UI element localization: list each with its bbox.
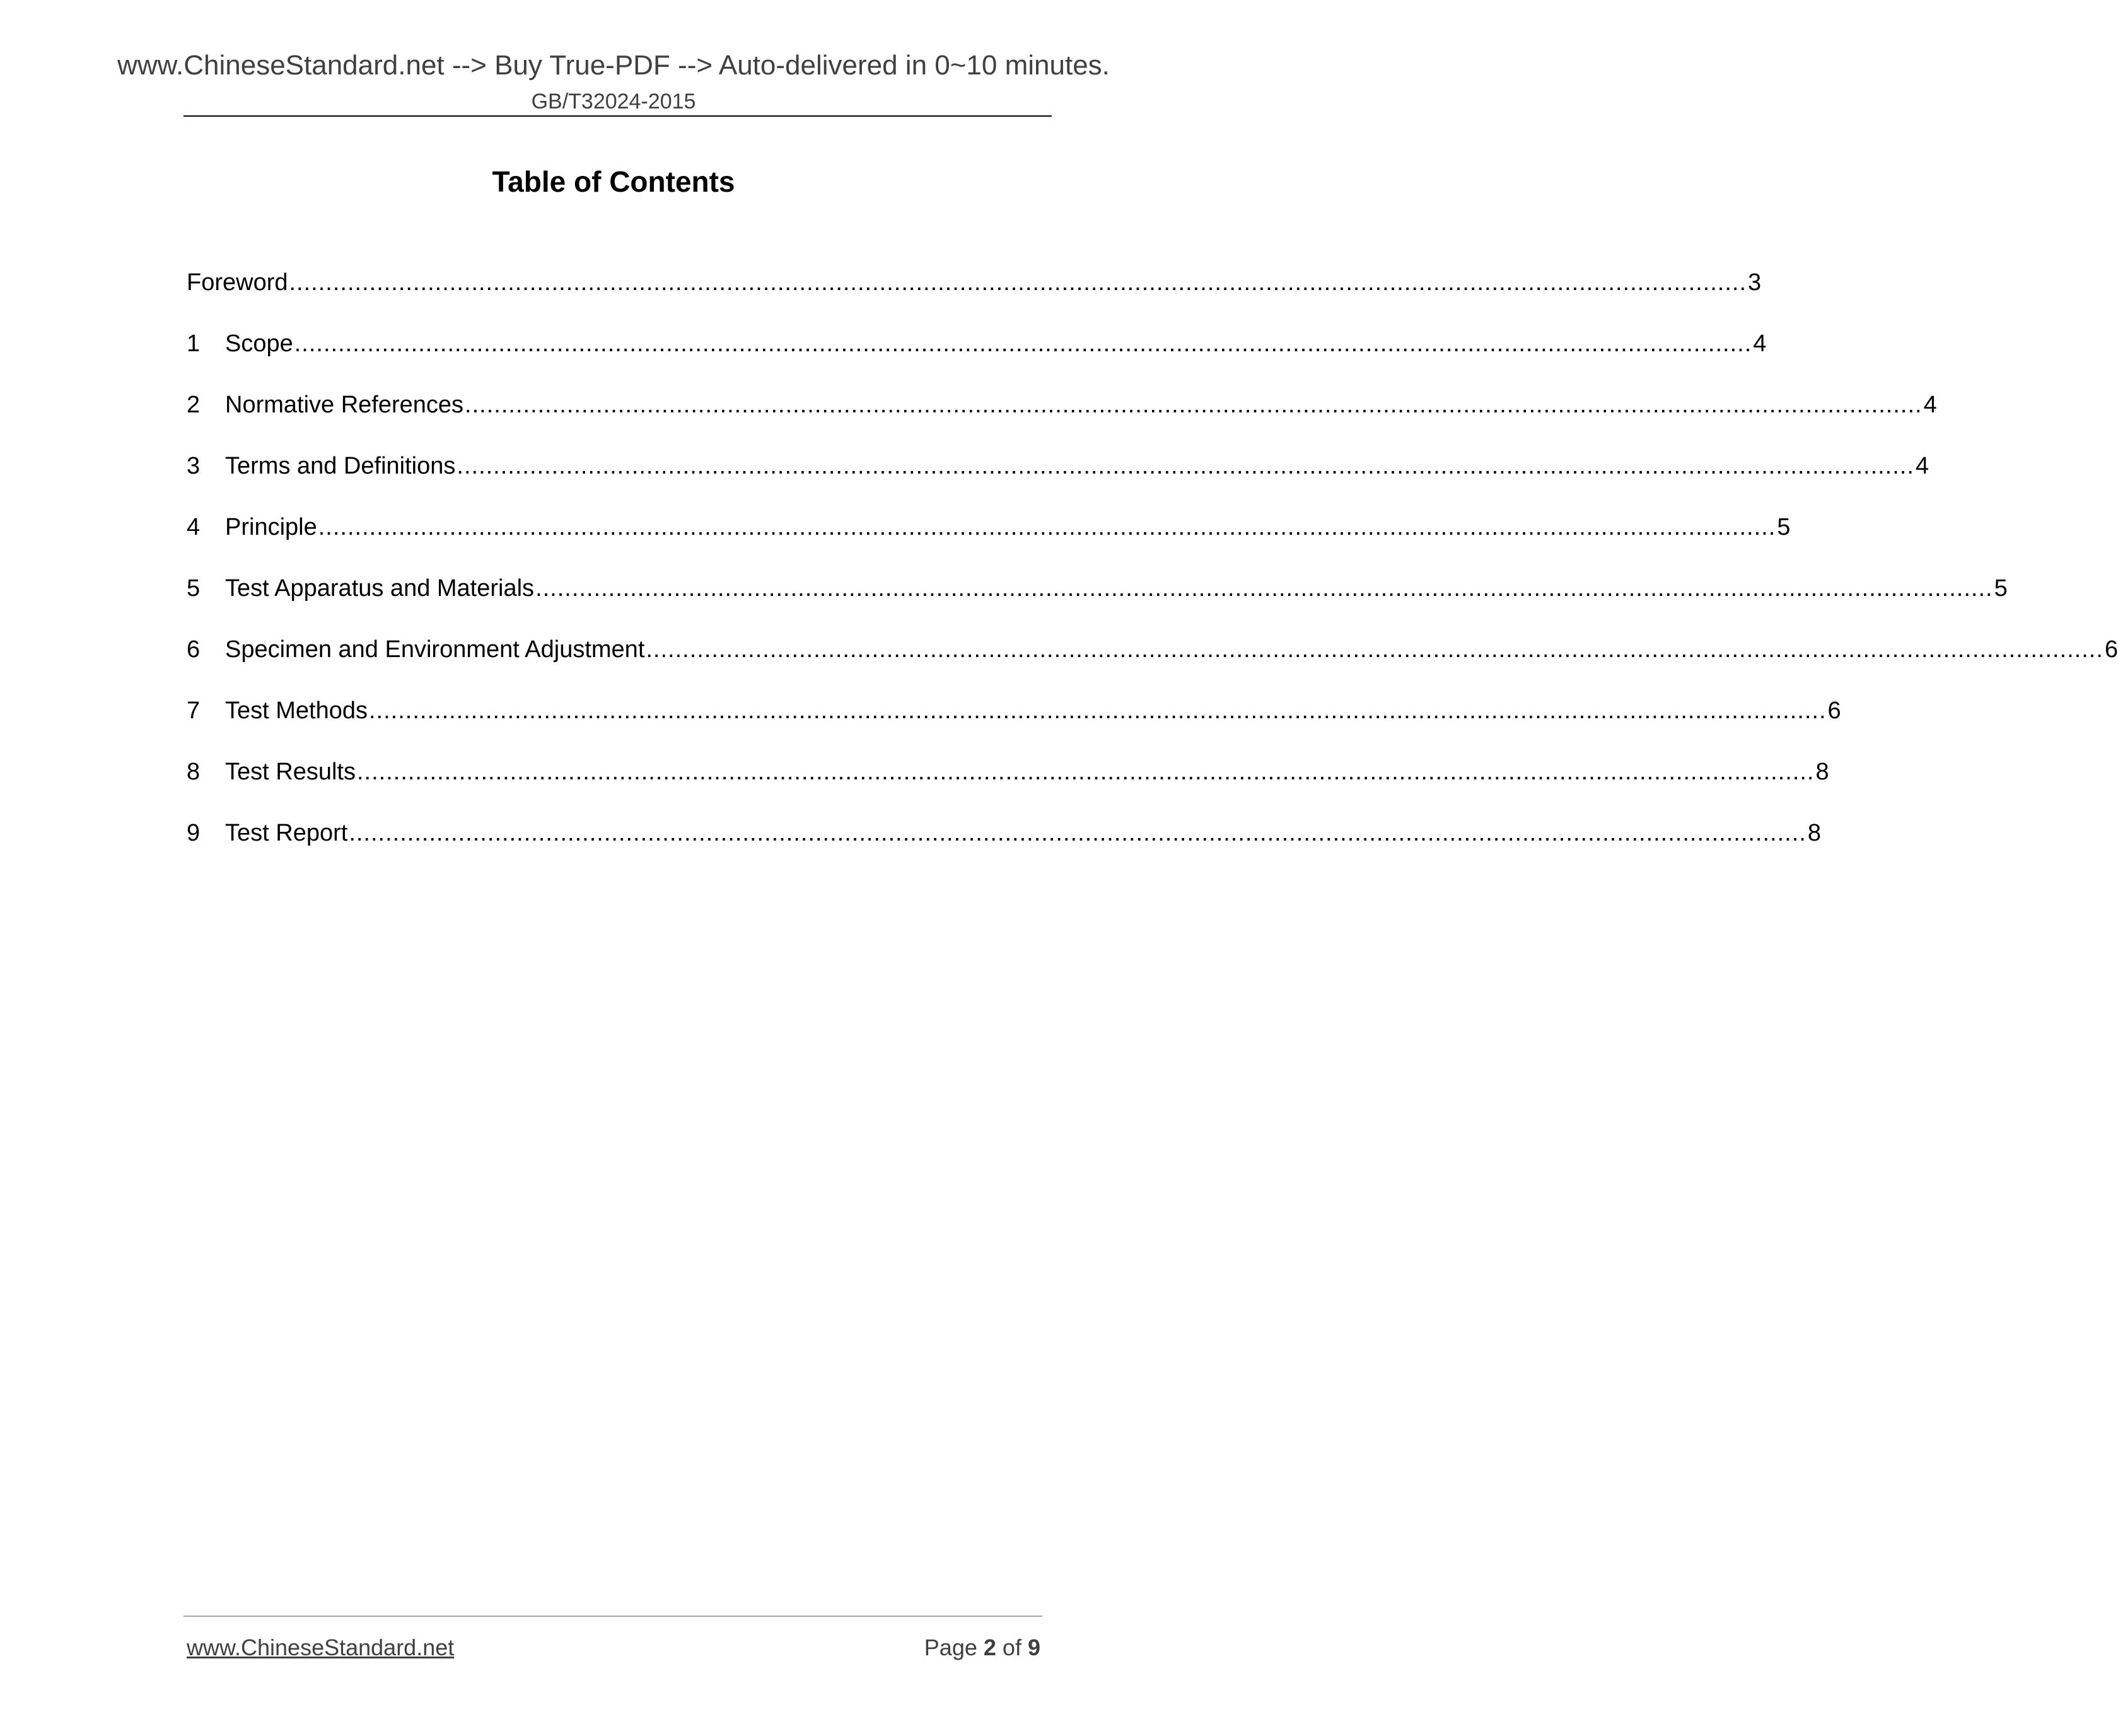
toc-entry-scope[interactable] (187, 326, 1767, 387)
dot-leader: ........................................................................................................................................................................................................ (294, 330, 1752, 357)
toc-entry-normative-references[interactable] (187, 387, 1937, 448)
toc-entry-page: 6 (1827, 697, 1841, 724)
dot-leader: ........................................................................................................................................................................................................ (289, 269, 1747, 296)
toc-entry-label: Test Apparatus and Materials (225, 575, 535, 602)
footer-website-link[interactable]: www.ChineseStandard.net (187, 1634, 455, 1660)
dot-leader: ........................................................................................................................................................................................................ (465, 392, 1923, 418)
toc-entry-label: Terms and Definitions (225, 453, 456, 479)
toc-entry-page: 4 (1915, 453, 1929, 479)
dot-leader: ........................................................................................................................................................................................................ (535, 575, 1993, 602)
dot-leader: ........................................................................................................................................................................................................ (369, 697, 1827, 724)
toc-entry-number: 2 (187, 392, 201, 418)
toc-entry-page: 8 (1815, 759, 1829, 785)
toc-entry-page: 3 (1748, 269, 1762, 296)
toc-entry-page: 5 (1777, 514, 1791, 540)
toc-title: Table of Contents (492, 165, 735, 198)
document-code: GB/T32024-2015 (531, 90, 696, 114)
toc-entry-number: 9 (187, 820, 201, 846)
page-of: of (1002, 1634, 1021, 1660)
toc-entry-label: Principle (225, 514, 317, 540)
total-page-count: 9 (1027, 1634, 1040, 1660)
toc-entry-label: Test Methods (225, 697, 368, 724)
toc-entry-terms-and-definitions[interactable] (187, 448, 1929, 510)
toc-entry-label: Foreword (187, 269, 288, 296)
footer-divider (183, 1616, 1042, 1617)
toc-entry-label: Test Results (225, 759, 356, 785)
toc-entry-number: 1 (187, 330, 201, 357)
toc-entry-test-report[interactable] (187, 815, 1821, 877)
toc-entry-page: 5 (1994, 575, 2008, 602)
toc-entry-page: 8 (1807, 820, 1821, 846)
header-divider (183, 115, 1052, 117)
toc-entry-number: 7 (187, 697, 201, 724)
toc-entry-page: 4 (1753, 330, 1767, 357)
toc-entry-number: 8 (187, 759, 201, 785)
toc-entry-specimen-and-environment-adjustment[interactable] (187, 632, 2118, 693)
toc-entry-foreword[interactable] (187, 265, 1762, 326)
toc-entry-test-methods[interactable] (187, 693, 1841, 754)
toc-entry-principle[interactable] (187, 510, 1791, 571)
toc-entry-label: Normative References (225, 392, 464, 418)
dot-leader: ........................................................................................................................................................................................................ (457, 453, 1914, 479)
top-banner: www.ChineseStandard.net --> Buy True-PDF --> Auto-delivered in 0~10 minutes. (117, 50, 1110, 81)
footer-page-indicator (924, 1632, 1040, 1663)
toc-entry-number: 5 (187, 575, 201, 602)
toc-entry-page: 6 (2104, 636, 2118, 663)
toc-entry-test-results[interactable] (187, 754, 1829, 815)
toc-entry-label: Scope (225, 330, 293, 357)
dot-leader: ........................................................................................................................................................................................................ (318, 514, 1776, 540)
toc-entry-page: 4 (1923, 392, 1937, 418)
dot-leader: ........................................................................................................................................................................................................ (349, 820, 1807, 846)
current-page-number: 2 (983, 1634, 996, 1660)
toc-list (187, 265, 2118, 877)
toc-entry-number: 3 (187, 453, 201, 479)
toc-entry-label: Test Report (225, 820, 348, 846)
page-prefix: Page (924, 1634, 977, 1660)
dot-leader: ........................................................................................................................................................................................................ (356, 759, 1815, 785)
toc-entry-label: Specimen and Environment Adjustment (225, 636, 645, 663)
toc-entry-number: 4 (187, 514, 201, 540)
toc-entry-number: 6 (187, 636, 201, 663)
dot-leader: ........................................................................................................................................................................................................ (646, 636, 2103, 663)
toc-entry-test-apparatus-and-materials[interactable] (187, 571, 2008, 632)
